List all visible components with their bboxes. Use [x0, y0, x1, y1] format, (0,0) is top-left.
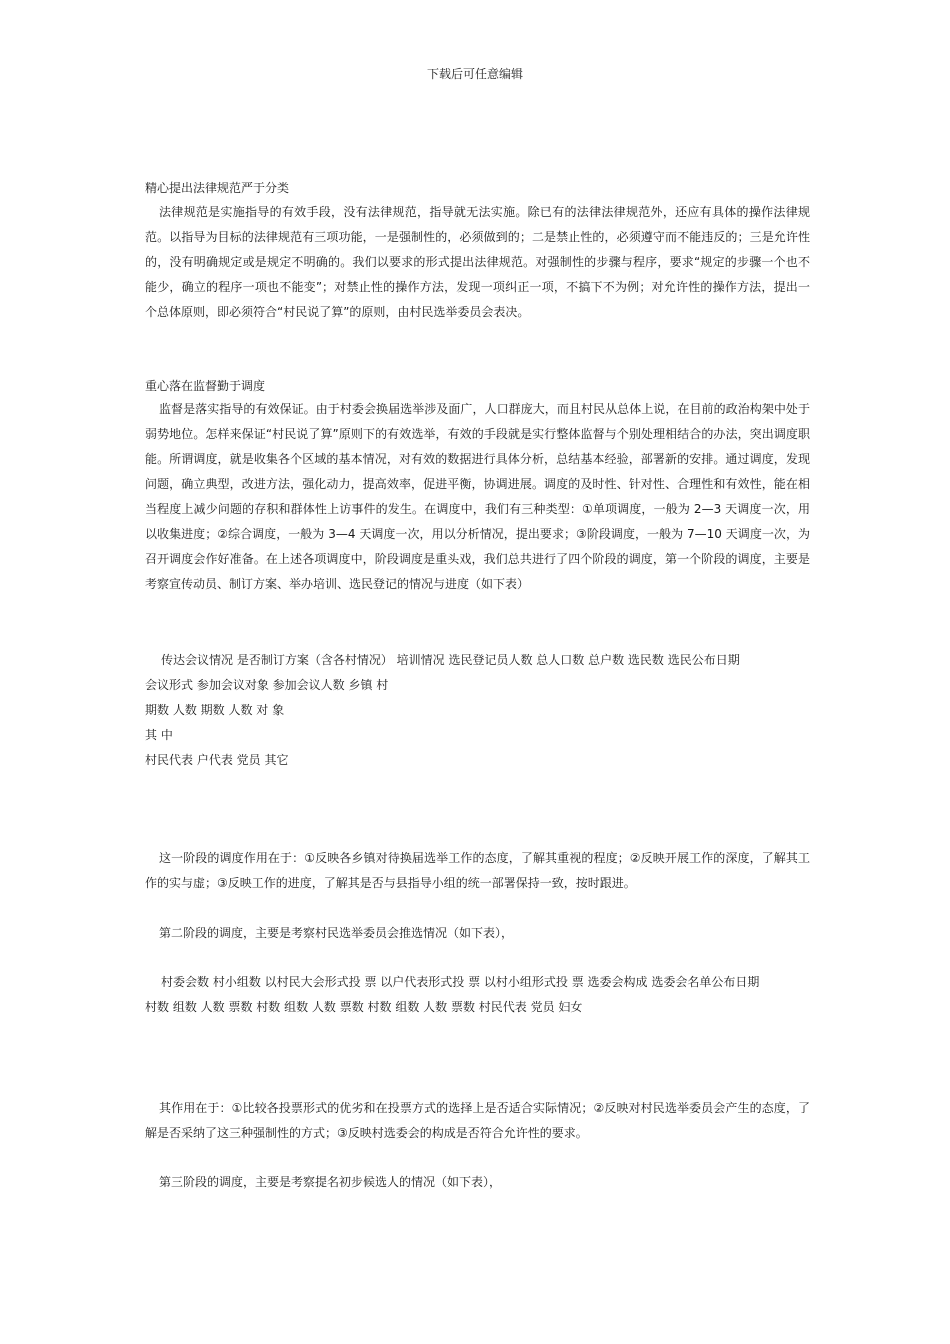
section-paragraph-2: 监督是落实指导的有效保证。由于村委会换届选举涉及面广，人口群庞大，而且村民从总体上说，在目前的政治构架中处于弱势地位。怎样来保证“村民说了算”原则下的有效选举，有效的手段就是实行整体监督与个别处理相结合的办法，突出调度职能。所谓调度，就是收集各个区域的基本情况，对有效的数据进行具体分析，总结基本经验，部署新的安排。通过调度，发现问题，确立典型，改进方法，强化动力，提高效率，促进平衡，协调进展。调度的及时性、针对性、合理性和有效性，能在相当程度上减少问题的存积和群体性上访事件的发生。在调度中，我们有三种类型：①单项调度，一般为 2—3 天调度一次，用以收集进度；②综合调度，一般为 3—4 天调度一次，用以分析情况，提出要求；③阶段调度，一般为 7—10 天调度一次，为召开调度会作好准备。在上述各项调度中，阶段调度是重头戏，我们总共进行了四个阶段的调度，第一个阶段的调度，主要是考察宣传动员、制订方案、举办培训、选民登记的情况与进度（如下表） — [145, 402, 810, 591]
section-heading-1: 精心提出法律规范严于分类 — [145, 181, 290, 195]
table-1-row: 村民代表 户代表 党员 其它 — [145, 753, 289, 767]
table-1-row: 会议形式 参加会议对象 参加会议人数 乡镇 村 — [145, 678, 389, 692]
stage-3-intro-paragraph: 第三阶段的调度，主要是考察提名初步候选人的情况（如下表）， — [159, 1175, 502, 1189]
stage-2-intro-paragraph: 第二阶段的调度，主要是考察村民选举委员会推选情况（如下表）， — [159, 926, 514, 940]
table-2-row: 村委会数 村小组数 以村民大会形式投 票 以户代表形式投 票 以村小组形式投 票 选委会构成 选委会名单公布日期 — [161, 975, 760, 989]
stage-1-effect-paragraph: 这一阶段的调度作用在于：①反映各乡镇对待换届选举工作的态度，了解其重视的程度；②反映开展工作的深度，了解其工作的实与虚；③反映工作的进度，了解其是否与县指导小组的统一部署保持一致，按时跟进。 — [145, 851, 810, 890]
section-paragraph-1: 法律规范是实施指导的有效手段，没有法律规范，指导就无法实施。除已有的法律法律规范外，还应有具体的操作法律规范。以指导为目标的法律规范有三项功能，一是强制性的，必须做到的；二是禁止性的，必须遵守而不能违反的；三是允许性的，没有明确规定或是规定不明确的。我们以要求的形式提出法律规范。对强制性的步骤与程序，要求“规定的步骤一个也不能少，确立的程序一项也不能变”；对禁止性的操作方法，发现一项纠正一项，不搞下不为例；对允许性的操作方法，提出一个总体原则，即必须符合“村民说了算”的原则，由村民选举委员会表决。 — [145, 205, 810, 319]
table-2-row: 村数 组数 人数 票数 村数 组数 人数 票数 村数 组数 人数 票数 村民代表 党员 妇女 — [145, 1000, 583, 1014]
section-heading-2: 重心落在监督勤于调度 — [145, 379, 266, 393]
table-1-row: 传达会议情况 是否制订方案（含各村情况） 培训情况 选民登记员人数 总人口数 总户数 选民数 选民公布日期 — [161, 653, 740, 667]
table-1-row: 期数 人数 期数 人数 对 象 — [145, 703, 285, 717]
table-1-header — [145, 648, 810, 773]
table-1-row: 其 中 — [145, 728, 173, 742]
table-2-header — [145, 970, 810, 1020]
page-header: 下载后可任意编辑 — [426, 67, 523, 81]
stage-2-effect-paragraph: 其作用在于：①比较各投票形式的优劣和在投票方式的选择上是否适合实际情况；②反映对村民选举委员会产生的态度，了解是否采纳了这三种强制性的方式；③反映村选委会的构成是否符合允许性的要求。 — [145, 1101, 810, 1140]
